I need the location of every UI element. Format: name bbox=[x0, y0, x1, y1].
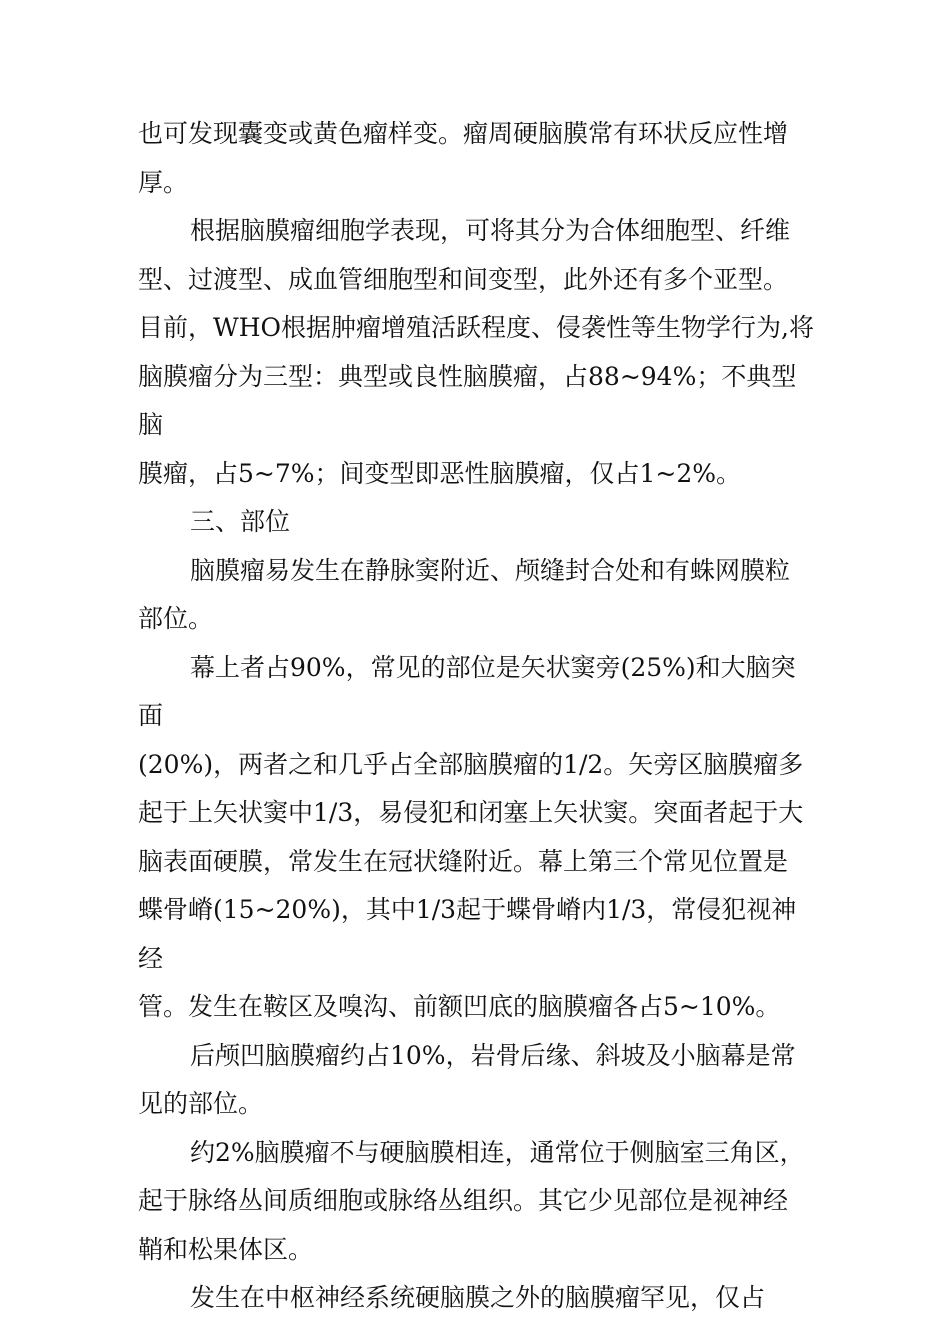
paragraph-supratentorial bbox=[138, 644, 818, 1032]
text-line: 起于上矢状窦中1/3，易侵犯和闭塞上矢状窦。突面者起于大 bbox=[138, 798, 804, 827]
paragraph-cystic-change bbox=[138, 110, 818, 207]
text-line: 管。发生在鞍区及嗅沟、前额凹底的脑膜瘤各占5~10%。 bbox=[138, 992, 781, 1021]
text-line: 目前，WHO根据肿瘤增殖活跃程度、侵袭性等生物学行为,将 bbox=[138, 313, 814, 342]
text-line: 根据脑膜瘤细胞学表现，可将其分为合体细胞型、纤维 bbox=[190, 216, 791, 245]
text-line: 起于脉络丛间质细胞或脉络丛组织。其它少见部位是视神经 bbox=[138, 1186, 789, 1215]
paragraph-intraventricular bbox=[138, 1129, 818, 1275]
text-line: 型、过渡型、成血管细胞型和间变型，此外还有多个亚型。 bbox=[138, 264, 789, 294]
text-line: 脑膜瘤分为三型：典型或良性脑膜瘤，占88~94%；不典型脑 bbox=[138, 361, 797, 439]
text-line: 膜瘤，占5~7%；间变型即恶性脑膜瘤，仅占1~2%。 bbox=[138, 458, 742, 488]
text-line: 鞘和松果体区。 bbox=[138, 1234, 314, 1264]
text-line: 蝶骨嵴(15~20%)，其中1/3起于蝶骨嵴内1/3，常侵犯视神经 bbox=[138, 895, 797, 973]
text-line: 发生在中枢神经系统硬脑膜之外的脑膜瘤罕见，仅占 bbox=[190, 1283, 766, 1312]
text-line: 厚。 bbox=[138, 167, 189, 197]
text-line: 后颅凹脑膜瘤约占10%，岩骨后缘、斜坡及小脑幕是常 bbox=[190, 1040, 796, 1070]
paragraph-classification bbox=[138, 207, 818, 498]
text-line: (20%)，两者之和几乎占全部脑膜瘤的1/2。矢旁区脑膜瘤多 bbox=[138, 749, 804, 779]
paragraph-posterior-fossa bbox=[138, 1032, 818, 1129]
text-line: 脑表面硬膜，常发生在冠状缝附近。幕上第三个常见位置是 bbox=[138, 846, 789, 876]
document-body bbox=[138, 110, 818, 1323]
text-line: 见的部位。 bbox=[138, 1089, 264, 1118]
text-line: 约2%脑膜瘤不与硬脑膜相连，通常位于侧脑室三角区， bbox=[190, 1137, 805, 1167]
text-line: 也可发现囊变或黄色瘤样变。瘤周硬脑膜常有环状反应性增 bbox=[138, 119, 789, 148]
paragraph-common-sites bbox=[138, 547, 818, 644]
heading-text: 三、部位 bbox=[190, 507, 291, 536]
text-line: 部位。 bbox=[138, 604, 214, 633]
paragraph-extradural bbox=[138, 1274, 818, 1323]
text-line: 脑膜瘤易发生在静脉窦附近、颅缝封合处和有蛛网膜粒 bbox=[190, 555, 791, 585]
section-heading-location bbox=[138, 498, 818, 547]
text-line: 幕上者占90%，常见的部位是矢状窦旁(25%)和大脑突面 bbox=[138, 652, 796, 730]
